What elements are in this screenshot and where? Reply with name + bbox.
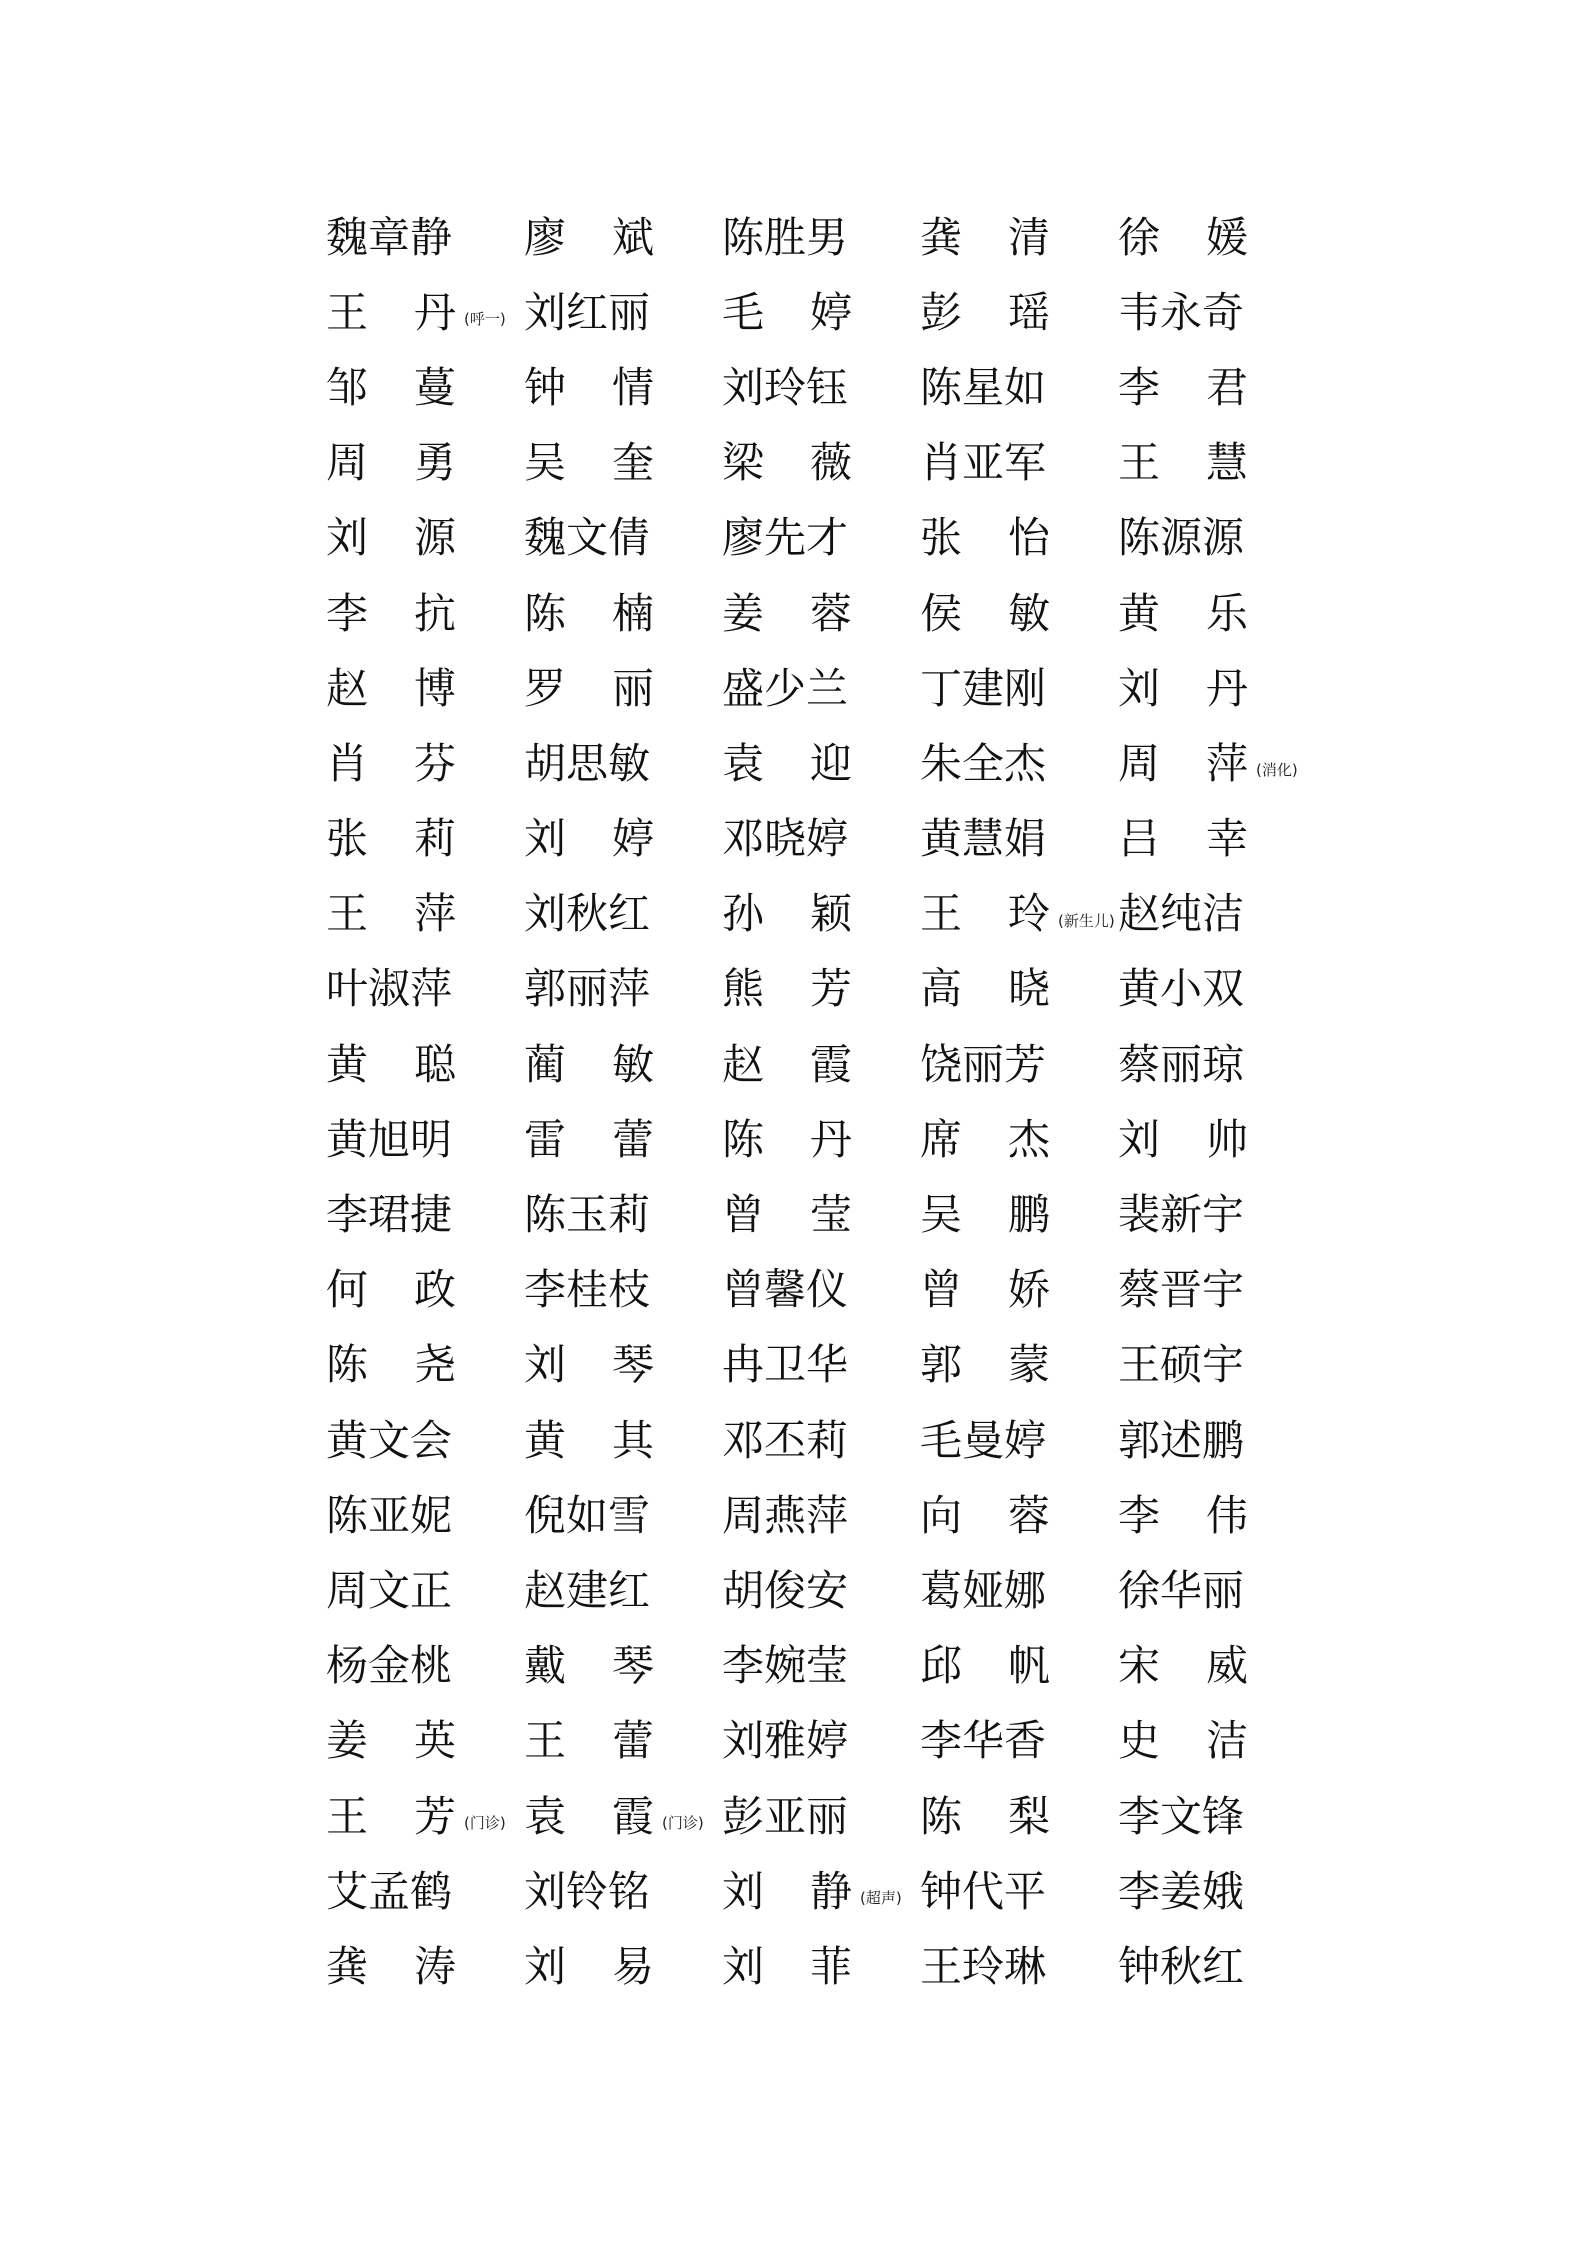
name-cell [920,200,1050,275]
name-cell [326,726,456,801]
name-cell [1118,651,1248,726]
person-name: 艾孟鹤 [326,1866,453,1916]
name-cell [920,1779,1050,1854]
name-cell [524,1253,654,1328]
person-name: 刘 源 [326,513,456,563]
name-cell [722,1027,852,1102]
person-name: 钟 情 [524,362,654,412]
person-name: 黄 聪 [326,1039,456,1089]
name-cell [1118,1177,1248,1252]
name-cell [722,275,852,350]
name-cell [524,877,654,952]
person-name: 魏章静 [326,212,453,262]
person-name: 雷 蕾 [524,1114,654,1164]
person-name: 邓丕莉 [722,1415,849,1465]
name-list-grid [326,200,1326,2005]
name-row [326,576,1326,651]
name-cell [1118,1403,1248,1478]
name-cell [920,1629,1050,1704]
name-cell [326,1027,456,1102]
person-name: 张 莉 [326,814,456,864]
person-name: 李桂枝 [524,1265,651,1315]
person-name: 刘 婷 [524,814,654,864]
person-name: 王硕宇 [1118,1340,1245,1390]
name-cell [1118,350,1248,425]
name-row [326,1704,1326,1779]
name-cell [524,576,654,651]
person-name: 戴 琴 [524,1641,654,1691]
name-cell [722,1478,852,1553]
name-cell [722,1929,852,2004]
name-row [326,1177,1326,1252]
person-name: 何 政 [326,1265,456,1315]
name-row [326,426,1326,501]
name-cell [524,1779,704,1854]
name-cell [1118,275,1248,350]
person-name: 胡思敏 [524,738,651,788]
name-row [326,200,1326,275]
department-note: (超声) [860,1889,902,1908]
name-cell [920,1177,1050,1252]
name-cell [722,501,852,576]
name-cell [524,651,654,726]
person-name: 王 慧 [1118,438,1248,488]
name-cell [722,426,852,501]
person-name: 陈玉莉 [524,1190,651,1240]
name-cell [722,802,852,877]
name-row [326,275,1326,350]
name-cell [1118,1328,1248,1403]
person-name: 蔡丽琼 [1118,1039,1245,1089]
name-cell [722,1102,852,1177]
name-cell [326,651,456,726]
name-cell [722,350,852,425]
person-name: 周燕萍 [722,1490,849,1540]
person-name: 罗 丽 [524,663,654,713]
person-name: 席 杰 [920,1114,1050,1164]
person-name: 张 怡 [920,513,1050,563]
person-name: 赵纯洁 [1118,889,1245,939]
name-cell [524,1478,654,1553]
name-cell [1118,1629,1248,1704]
name-cell [1118,1854,1248,1929]
name-cell [326,1553,456,1628]
name-cell [1118,501,1248,576]
person-name: 宋 威 [1118,1641,1248,1691]
department-note: (消化) [1256,761,1298,780]
name-cell [524,350,654,425]
name-cell [326,1854,456,1929]
name-cell [920,1553,1050,1628]
person-name: 廖先才 [722,513,849,563]
person-name: 蔺 敏 [524,1039,654,1089]
name-cell [524,426,654,501]
person-name: 李 君 [1118,362,1248,412]
name-row [326,1779,1326,1854]
person-name: 王 丹 [326,287,456,337]
person-name: 刘 静 [722,1866,852,1916]
name-row [326,802,1326,877]
person-name: 侯 敏 [920,588,1050,638]
person-name: 陈胜男 [722,212,849,262]
name-cell [920,501,1050,576]
name-cell [920,802,1050,877]
person-name: 梁 薇 [722,438,852,488]
person-name: 毛 婷 [722,287,852,337]
person-name: 龚 清 [920,212,1050,262]
name-row [326,1027,1326,1102]
name-cell [1118,576,1248,651]
name-cell [326,952,456,1027]
person-name: 王 芳 [326,1791,456,1841]
name-cell [326,275,506,350]
person-name: 李 伟 [1118,1490,1248,1540]
person-name: 曾馨仪 [722,1265,849,1315]
person-name: 王 玲 [920,889,1050,939]
person-name: 李珺捷 [326,1190,453,1240]
person-name: 李华香 [920,1716,1047,1766]
name-cell [920,952,1050,1027]
name-cell [326,1929,456,2004]
name-cell [524,1854,654,1929]
name-cell [920,1102,1050,1177]
name-cell [722,651,852,726]
person-name: 毛曼婷 [920,1415,1047,1465]
person-name: 邱 帆 [920,1641,1050,1691]
person-name: 肖 芬 [326,738,456,788]
name-cell [326,1629,456,1704]
name-cell [524,1403,654,1478]
person-name: 郭 蒙 [920,1340,1050,1390]
person-name: 陈亚妮 [326,1490,453,1540]
person-name: 李 抗 [326,588,456,638]
name-cell [326,200,456,275]
person-name: 周 萍 [1118,738,1248,788]
person-name: 陈 楠 [524,588,654,638]
name-cell [1118,726,1298,801]
name-cell [722,1779,852,1854]
person-name: 裴新宇 [1118,1190,1245,1240]
name-cell [920,426,1050,501]
person-name: 史 洁 [1118,1716,1248,1766]
name-cell [920,1328,1050,1403]
person-name: 刘 菲 [722,1941,852,1991]
person-name: 陈 丹 [722,1114,852,1164]
name-cell [326,1177,456,1252]
name-cell [524,200,654,275]
person-name: 彭 瑶 [920,287,1050,337]
person-name: 刘雅婷 [722,1716,849,1766]
person-name: 廖 斌 [524,212,654,262]
person-name: 刘秋红 [524,889,651,939]
name-row [326,726,1326,801]
name-cell [722,1854,902,1929]
person-name: 叶淑萍 [326,964,453,1014]
person-name: 邓晓婷 [722,814,849,864]
name-row [326,952,1326,1027]
name-cell [920,1403,1050,1478]
person-name: 李文锋 [1118,1791,1245,1841]
name-row [326,1102,1326,1177]
name-cell [722,1328,852,1403]
person-name: 丁建刚 [920,663,1047,713]
name-cell [326,877,456,952]
person-name: 钟代平 [920,1866,1047,1916]
name-cell [326,1779,506,1854]
person-name: 赵建红 [524,1565,651,1615]
name-cell [524,802,654,877]
name-row [326,1328,1326,1403]
person-name: 朱全杰 [920,738,1047,788]
person-name: 袁 迎 [722,738,852,788]
person-name: 盛少兰 [722,663,849,713]
person-name: 袁 霞 [524,1791,654,1841]
name-cell [1118,1253,1248,1328]
person-name: 向 蓉 [920,1490,1050,1540]
person-name: 韦永奇 [1118,287,1245,337]
person-name: 赵 霞 [722,1039,852,1089]
name-cell [920,1027,1050,1102]
name-cell [326,1328,456,1403]
person-name: 刘 易 [524,1941,654,1991]
name-cell [722,576,852,651]
person-name: 王 蕾 [524,1716,654,1766]
person-name: 刘红丽 [524,287,651,337]
name-cell [1118,1779,1248,1854]
person-name: 熊 芳 [722,964,852,1014]
person-name: 饶丽芳 [920,1039,1047,1089]
person-name: 黄 乐 [1118,588,1248,638]
person-name: 黄小双 [1118,964,1245,1014]
person-name: 胡俊安 [722,1565,849,1615]
person-name: 钟秋红 [1118,1941,1245,1991]
person-name: 高 晓 [920,964,1050,1014]
name-cell [1118,1478,1248,1553]
name-row [326,501,1326,576]
name-cell [722,1403,852,1478]
name-cell [920,1478,1050,1553]
person-name: 王 萍 [326,889,456,939]
person-name: 刘 帅 [1118,1114,1248,1164]
person-name: 郭丽萍 [524,964,651,1014]
person-name: 周文正 [326,1565,453,1615]
name-cell [524,1177,654,1252]
name-cell [1118,200,1248,275]
person-name: 邹 蔓 [326,362,456,412]
name-cell [326,1102,456,1177]
name-cell [326,350,456,425]
person-name: 黄 其 [524,1415,654,1465]
name-cell [1118,952,1248,1027]
name-cell [722,200,852,275]
name-cell [920,576,1050,651]
name-row [326,1478,1326,1553]
person-name: 李婉莹 [722,1641,849,1691]
name-cell [1118,1704,1248,1779]
person-name: 吴 奎 [524,438,654,488]
person-name: 肖亚军 [920,438,1047,488]
name-cell [722,726,852,801]
person-name: 孙 颖 [722,889,852,939]
person-name: 陈 尧 [326,1340,456,1390]
person-name: 龚 涛 [326,1941,456,1991]
person-name: 姜 英 [326,1716,456,1766]
name-row [326,651,1326,726]
name-cell [722,1629,852,1704]
name-row [326,1929,1326,2004]
name-cell [920,275,1050,350]
name-cell [1118,1553,1248,1628]
person-name: 刘 丹 [1118,663,1248,713]
name-cell [1118,877,1248,952]
name-cell [326,1478,456,1553]
name-cell [722,1553,852,1628]
name-cell [920,877,1115,952]
person-name: 杨金桃 [326,1641,453,1691]
department-note: (呼一) [464,310,506,329]
person-name: 陈星如 [920,362,1047,412]
name-cell [524,1102,654,1177]
name-cell [326,802,456,877]
name-cell [1118,802,1248,877]
person-name: 刘玲钰 [722,362,849,412]
name-cell [920,651,1050,726]
name-cell [920,726,1050,801]
person-name: 黄文会 [326,1415,453,1465]
name-cell [524,1328,654,1403]
name-cell [326,576,456,651]
person-name: 黄慧娟 [920,814,1047,864]
name-cell [920,1929,1050,2004]
name-cell [722,877,852,952]
department-note: (门诊) [464,1814,506,1833]
person-name: 周 勇 [326,438,456,488]
person-name: 吴 鹏 [920,1190,1050,1240]
department-note: (新生儿) [1058,911,1115,930]
name-cell [920,1854,1050,1929]
name-row [326,1403,1326,1478]
person-name: 曾 娇 [920,1265,1050,1315]
name-cell [920,1253,1050,1328]
person-name: 倪如雪 [524,1490,651,1540]
name-cell [326,426,456,501]
person-name: 彭亚丽 [722,1791,849,1841]
name-cell [524,952,654,1027]
person-name: 陈源源 [1118,513,1245,563]
person-name: 魏文倩 [524,513,651,563]
name-cell [524,1929,654,2004]
name-cell [326,1403,456,1478]
name-cell [1118,1929,1248,2004]
name-cell [920,350,1050,425]
person-name: 王玲琳 [920,1941,1047,1991]
name-row [326,350,1326,425]
name-cell [524,275,654,350]
name-cell [722,952,852,1027]
name-row [326,1553,1326,1628]
person-name: 徐 媛 [1118,212,1248,262]
person-name: 曾 莹 [722,1190,852,1240]
name-cell [722,1704,852,1779]
name-row [326,1854,1326,1929]
name-cell [524,726,654,801]
name-cell [524,501,654,576]
name-row [326,1253,1326,1328]
person-name: 吕 幸 [1118,814,1248,864]
name-cell [920,1704,1050,1779]
person-name: 李姜娥 [1118,1866,1245,1916]
name-cell [524,1629,654,1704]
person-name: 蔡晋宇 [1118,1265,1245,1315]
person-name: 黄旭明 [326,1114,453,1164]
name-cell [1118,1027,1248,1102]
person-name: 刘铃铭 [524,1866,651,1916]
department-note: (门诊) [662,1814,704,1833]
person-name: 刘 琴 [524,1340,654,1390]
name-cell [524,1027,654,1102]
name-cell [1118,1102,1248,1177]
person-name: 冉卫华 [722,1340,849,1390]
name-cell [326,1704,456,1779]
name-cell [524,1704,654,1779]
person-name: 葛娅娜 [920,1565,1047,1615]
name-row [326,1629,1326,1704]
name-cell [326,1253,456,1328]
name-cell [524,1553,654,1628]
name-cell [326,501,456,576]
name-cell [722,1177,852,1252]
name-cell [1118,426,1248,501]
person-name: 赵 博 [326,663,456,713]
person-name: 陈 梨 [920,1791,1050,1841]
name-cell [722,1253,852,1328]
name-row [326,877,1326,952]
person-name: 郭述鹏 [1118,1415,1245,1465]
person-name: 姜 蓉 [722,588,852,638]
person-name: 徐华丽 [1118,1565,1245,1615]
